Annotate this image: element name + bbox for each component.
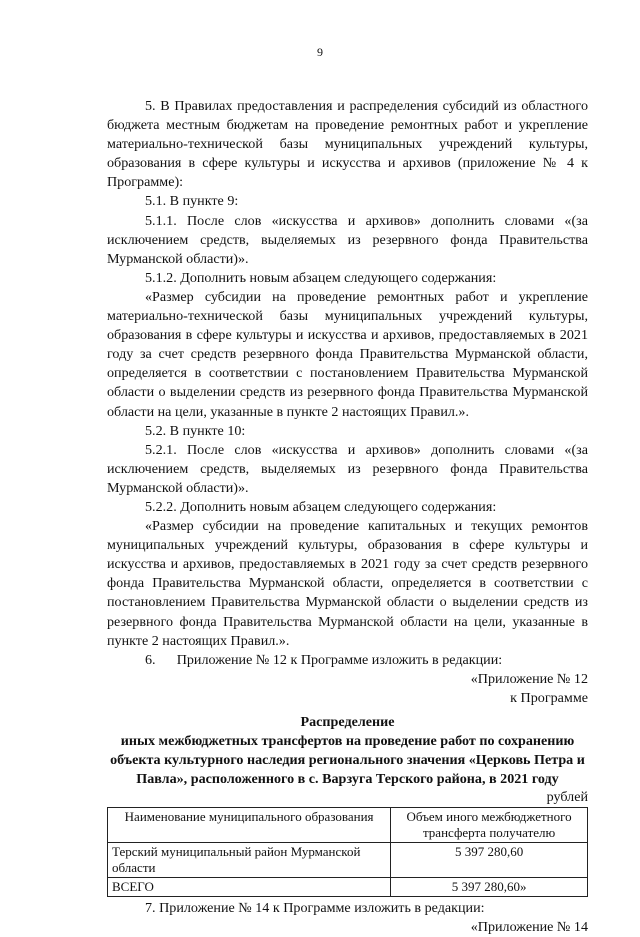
paragraph-5-2-1: 5.2.1. После слов «искусства и архивов» дополнить словами «(за исключением средств, выделяемых из резервного фонда Правительства Мурманской области)». — [107, 441, 588, 496]
paragraph-5-1: 5.1. В пункте 9: — [145, 193, 239, 210]
column-header-amount: Объем иного межбюджетного трансферта получателю — [391, 808, 588, 843]
cell-total-label: ВСЕГО — [108, 878, 391, 897]
table-row — [108, 843, 588, 878]
column-header-municipality: Наименование муниципального образования — [108, 808, 391, 843]
paragraph-5-1-2: 5.1.2. Дополнить новым абзацем следующего содержания: — [145, 269, 497, 286]
cell-municipality: Терский муниципальный район Мурманской области — [108, 843, 391, 878]
heading-subtitle: иных межбюджетных трансфертов на проведение работ по сохранению объекта культурного наследия регионального значения «Церковь Петра и Павла», расположенного в с. Варзуга Терского района, в 2021 году — [110, 733, 585, 787]
paragraph-6: 6. Приложение № 12 к Программе изложить в редакции: — [145, 651, 503, 668]
paragraph-5: 5. В Правилах предоставления и распределения субсидий из областного бюджета местным бюджетам на проведение ремонтных работ и укрепление материально-технической базы муниципальных учреждений культуры, образования в сфере культуры и искусства и архивов (приложение № 4 к Программе): — [107, 98, 588, 191]
appendix-12-label: «Приложение № 12 — [470, 670, 588, 687]
appendix-14-label: «Приложение № 14 — [470, 919, 588, 936]
cell-total-amount: 5 397 280,60» — [391, 878, 588, 897]
distribution-table — [107, 807, 588, 897]
quote-1: «Размер субсидии на проведение ремонтных работ и укрепление материально-технической базы муниципальных учреждений культуры, образования в сфере культуры и искусства и архивов, предоставляемых в 2021 году за счет средств резервного фонда Правительства Мурманской области, определяется в соответствии с постановлением Правительства Мурманской области о выделении средств из резервного фонда Правительства Мурманской области на цели, указанные в пункте 2 настоящих Правил.». — [107, 288, 588, 420]
paragraph-5-1-1: 5.1.1. После слов «искусства и архивов» дополнить словами «(за исключением средств, выделяемых из резервного фонда Правительства Мурманской области)». — [107, 212, 588, 267]
distribution-heading — [107, 713, 588, 789]
document-body — [107, 97, 588, 937]
units-label: рублей — [546, 789, 588, 805]
cell-amount: 5 397 280,60 — [391, 843, 588, 878]
appendix-12-sublabel: к Программе — [510, 689, 588, 706]
page-number: 9 — [317, 45, 323, 59]
table-row-total — [108, 878, 588, 897]
heading-title: Распределение — [300, 714, 395, 730]
table-header-row — [108, 808, 588, 843]
paragraph-5-2-2: 5.2.2. Дополнить новым абзацем следующего содержания: — [145, 498, 497, 515]
paragraph-5-2: 5.2. В пункте 10: — [145, 422, 246, 439]
paragraph-7: 7. Приложение № 14 к Программе изложить в редакции: — [145, 900, 485, 917]
quote-2: «Размер субсидии на проведение капитальных и текущих ремонтов муниципальных учреждений культуры, образования в сфере культуры и искусства и архивов, предоставляемых в 2021 году за счет средств резервного фонда Правительства Мурманской области, определяется в соответствии с постановлением Правительства Мурманской области о выделении средств из резервного фонда Правительства Мурманской области на цели, указанные в пункте 2 настоящих Правил.». — [107, 518, 588, 649]
